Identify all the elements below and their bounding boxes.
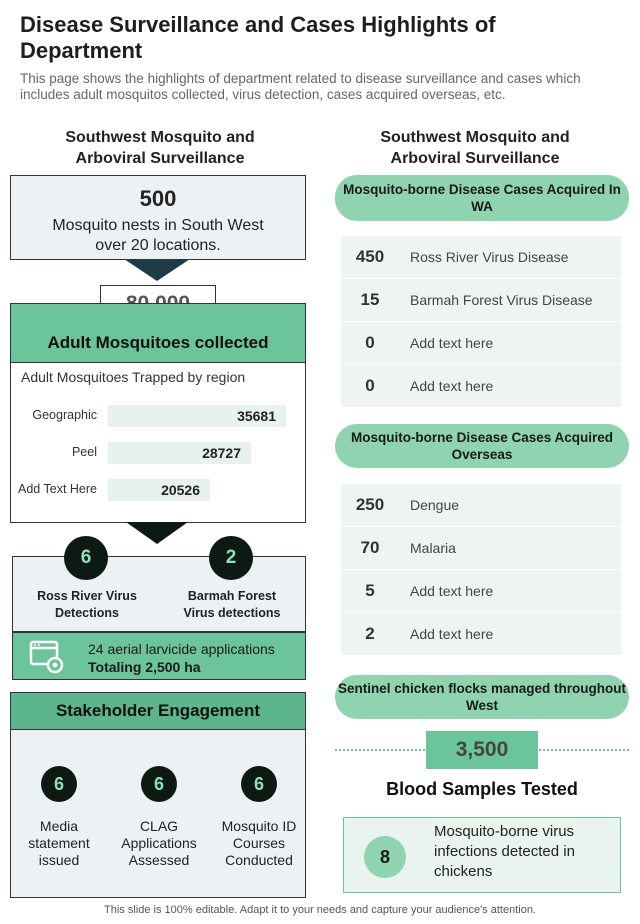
wa-row-label: Barmah Forest Virus Disease [410,292,593,308]
wa-row-label: Add text here [410,378,494,394]
region-value: 35681 [237,408,276,424]
wa-row-num: 0 [365,376,375,395]
nests-pointer [124,259,190,281]
stakeholder-box [10,730,306,898]
wa-row-num: 15 [360,290,380,309]
trapped-box [10,363,306,523]
infections-count: 8 [364,836,406,878]
stakeholder-title: Stakeholder Engagement [10,692,306,730]
ross-river-label: Ross River Virus Detections [37,589,137,620]
overseas-row-label: Dengue [410,497,460,513]
right-heading: Southwest Mosquito and Arboviral Surveillance [380,129,570,167]
footer-note: This slide is 100% editable. Adapt it to your needs and capture your audience's attention. [104,904,536,916]
overseas-row-num: 70 [360,538,380,557]
overseas-row [341,570,621,612]
overseas-row-num: 250 [355,495,385,514]
blood-label: Blood Samples Tested [386,779,578,799]
wa-row-num: 450 [355,247,385,266]
blood-value: 3,500 [426,731,538,769]
wa-row [341,365,621,407]
media-count: 6 [41,766,77,802]
larvicide-line2: Totaling 2,500 ha [88,659,201,675]
page-title: Disease Surveillance and Cases Highlights of Department [20,12,496,63]
overseas-row [341,484,621,526]
infections-text: Mosquito-borne virus infections detected in chickens [434,823,575,880]
barmah-forest-count: 2 [209,536,253,580]
trapped-pointer [126,522,188,544]
nests-box [10,175,306,260]
trapped-title: Adult Mosquitoes Trapped by region [21,369,246,385]
region-label: Geographic [32,408,97,422]
courses-label: Mosquito ID Courses Conducted [221,818,297,868]
wa-row-label: Add text here [410,335,494,351]
sentinel-title: Sentinel chicken flocks managed throughout West [335,675,629,719]
browser-gear-icon [29,639,65,675]
barmah-forest-label: Barmah Forest Virus detections [183,589,281,620]
wa-row-label: Ross River Virus Disease [410,249,569,265]
media-label: Media statement issued [28,818,90,868]
overseas-title: Mosquito-borne Disease Cases Acquired Overseas [335,424,629,468]
infections-box [343,817,621,893]
wa-title: Mosquito-borne Disease Cases Acquired In WA [335,175,629,221]
region-value: 28727 [202,445,241,461]
overseas-row-num: 5 [365,581,375,600]
overseas-row-label: Add text here [410,626,494,642]
adult-banner [10,303,306,363]
ross-river-count: 6 [64,536,108,580]
wa-row-num: 0 [365,333,375,352]
overseas-row-num: 2 [365,624,375,643]
left-heading: Southwest Mosquito and Arboviral Surveillance [65,129,255,167]
nests-value: 500 [139,186,177,211]
larvicide-banner [12,632,306,680]
overseas-row [341,527,621,569]
nests-text: Mosquito nests in South West over 20 locations. [52,217,264,254]
overseas-row-label: Add text here [410,583,494,599]
region-value: 20526 [161,482,200,498]
wa-row [341,236,621,278]
wa-row [341,322,621,364]
larvicide-line1: 24 aerial larvicide applications [88,641,275,657]
page-subtitle: This page shows the highlights of department related to disease surveillance and cases which includes adult mosquitos collected, virus detection, cases acquired overseas, etc. [20,71,581,102]
region-label: Peel [71,445,97,459]
clag-label: CLAG Applications Assessed [121,818,197,868]
wa-row [341,279,621,321]
clag-count: 6 [141,766,177,802]
region-label: Add Text Here [18,482,97,496]
overseas-row [341,613,621,655]
courses-count: 6 [241,766,277,802]
adult-label: Adult Mosquitoes collected [47,333,269,352]
overseas-row-label: Malaria [410,540,456,556]
